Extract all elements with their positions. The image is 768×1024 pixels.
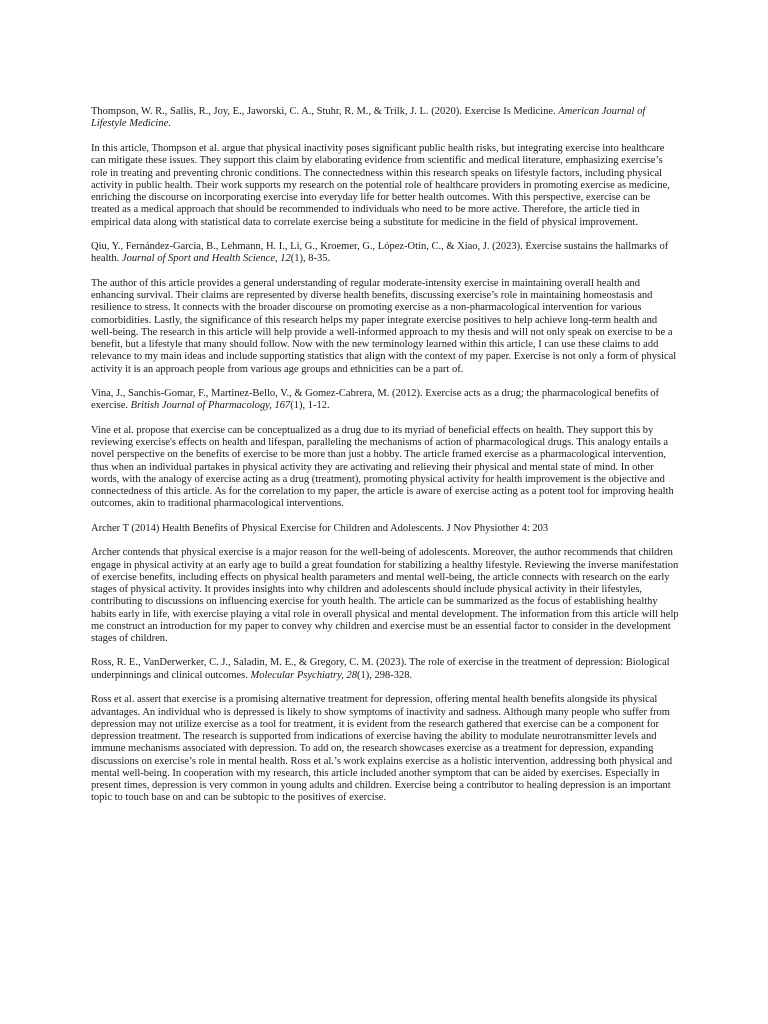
citation-volume: (1), 298-328. (356, 669, 413, 681)
bibliography-entry (91, 388, 679, 511)
citation (91, 523, 679, 535)
citation-volume: (1), 1-12. (290, 400, 330, 411)
citation-volume: . (168, 118, 171, 130)
document-page (91, 106, 679, 805)
annotation-paragraph: Archer contends that physical exercise is a major reason for the well-being of adolescents. Moreover, the author recommends that children engage in physical activity at an early age to build a great foundation for stabilizing a healthy lifestyle. Reviewing the inverse manifestation of exercise benefits, including effects on physical health parameters and mental well-being, the article connects with research on the early stages of physical activity. It provides insights into why children and adolescents should include physical activity in their lifestyles, contributing to discussions on influencing exercise for youth health. The article can be summarized as the focus of establishing healthy habits early in life, with exercise playing a vital role in overall physical and mental development. The information from this article will help me construct an introduction for my paper to convey why children and exercise must be an essential factor to consider in the development stages of children. (91, 547, 679, 644)
annotation-paragraph: In this article, Thompson et al. argue that physical inactivity poses significant public health risks, but integrating exercise into healthcare can mitigate these issues. They support this claim by elaborating evidence from scientific and medical literature, emphasizing exercise’s role in treating and preventing chronic conditions. The connectedness within this research speaks on lifestyle factors, including physical activity in public health. Their work supports my research on the potential role of healthcare providers in promoting exercise as medicine, enriching the discourse on incorporating exercise into everyday life for better health outcomes. With this perspective, exercise can be treated as a medical approach that should be recommended to individuals who need to be more active. Therefore, the article tied in empirical data along with statistical data to correlate exercise being a substitute for medicine in the field of physical improvement. (91, 143, 670, 228)
bibliography-entry (91, 106, 679, 229)
citation-journal: American Journal of Lifestyle Medicine (91, 106, 646, 130)
citation (91, 657, 679, 682)
citation-volume: (1), 8-35. (290, 253, 331, 264)
bibliography-entry (91, 241, 679, 376)
citation-journal: Journal of Sport and Health Science, 12 (121, 253, 291, 264)
citation (91, 106, 679, 131)
annotation-paragraph: Vine et al. propose that exercise can be conceptualized as a drug due to its myriad of beneficial effects on health. They support this by reviewing exercise's effects on health and lifespan, paralleling the mechanisms of action of pharmacological drugs. This analogy entails a novel perspective on the benefits of exercise to be more than just a hobby. The article framed exercise as a pharmacological intervention, thus when an individual partakes in physical activity they are activating and relieving their physical and mental state of mind. In other words, with the analogy of exercise acting as a drug (treatment), promoting physical activity for health improvement is the objective and connectedness of this article. As for the correlation to my paper, the article is aware of exercise acting as a potent tool for improving health outcomes, akin to traditional pharmacological interventions. (91, 424, 674, 510)
citation-journal: Molecular Psychiatry, 28 (250, 669, 357, 681)
annotation-paragraph: The author of this article provides a general understanding of regular moderate-intensity exercise in maintaining overall health and enhancing survival. Their claims are represented by diverse health benefits, discussing exercise’s role in maintaining homeostasis and resilience to stress. It connects with the broader discourse on promoting exercise as a non-pharmacological intervention for various comorbidities. Lastly, the significance of this research helps my paper integrate exercise positives to help achieve long-term health and well-being. The research in this article will help provide a well-informed approach to my thesis and will not only speak on exercise to be a benefit, but a lifestyle that many should follow. Now with the new terminology learned within this article, I can use these claims to add relevance to my main ideas and include supporting statistics that align with the context of my paper. Exercise is not only a form of physical activity it is an approach people from various age groups and ethnicities can be a part of. (91, 277, 677, 375)
citation-text: Qiu, Y., Fernández-García, B., Lehmann, H. I., Li, G., Kroemer, G., López-Otín, C., & Xiao, J. (2023). Exercise sustains the hallmarks of health. (91, 240, 669, 264)
citation-text: Archer T (2014) Health Benefits of Physical Exercise for Children and Adolescents. J Nov Physiother 4: 203 (91, 522, 549, 534)
citation (91, 388, 679, 413)
citation-text: Vina, J., Sanchis-Gomar, F., Martinez-Bello, V., & Gomez-Cabrera, M. (2012). Exercise acts as a drug; the pharmacological benefits of exercise. (91, 387, 660, 411)
bibliography-entry (91, 657, 679, 804)
citation-text: Thompson, W. R., Sallis, R., Joy, E., Jaworski, C. A., Stuhr, R. M., & Trilk, J. L. (2020). Exercise Is Medicine. (91, 106, 559, 117)
citation (91, 241, 679, 266)
annotation-paragraph: Ross et al. assert that exercise is a promising alternative treatment for depression, offering mental health benefits alongside its physical advantages. An individual who is depressed is likely to show symptoms of inactivity and sadness. Although many people who suffer from depression may not utilize exercise as a tool for treatment, it is evident from the research gathered that exercise can be a component for depression treatment. The research is supported from indications of exercise having the ability to modulate neurotransmitter levels and immune mechanisms associated with depression. To add on, the research showcases exercise as a treatment for depression, expanding discussions on exercise’s role in mental health. Ross et al.’s work explains exercise as a holistic intervention, addressing both physical and mental well-being. In cooperation with my research, this article included another symptom that can be aided by exercises. Especially in present times, depression is very common in young adults and children. Exercise being a contributor to healing depression is an important topic to touch base on and can be subtopic to the positives of exercise. (91, 694, 673, 804)
citation-journal: British Journal of Pharmacology, 167 (130, 400, 291, 411)
bibliography-entry (91, 523, 679, 646)
citation-text: Ross, R. E., VanDerwerker, C. J., Saladin, M. E., & Gregory, C. M. (2023). The role of exercise in the treatment of depression: Biological underpinnings and clinical outcomes. (91, 657, 670, 681)
